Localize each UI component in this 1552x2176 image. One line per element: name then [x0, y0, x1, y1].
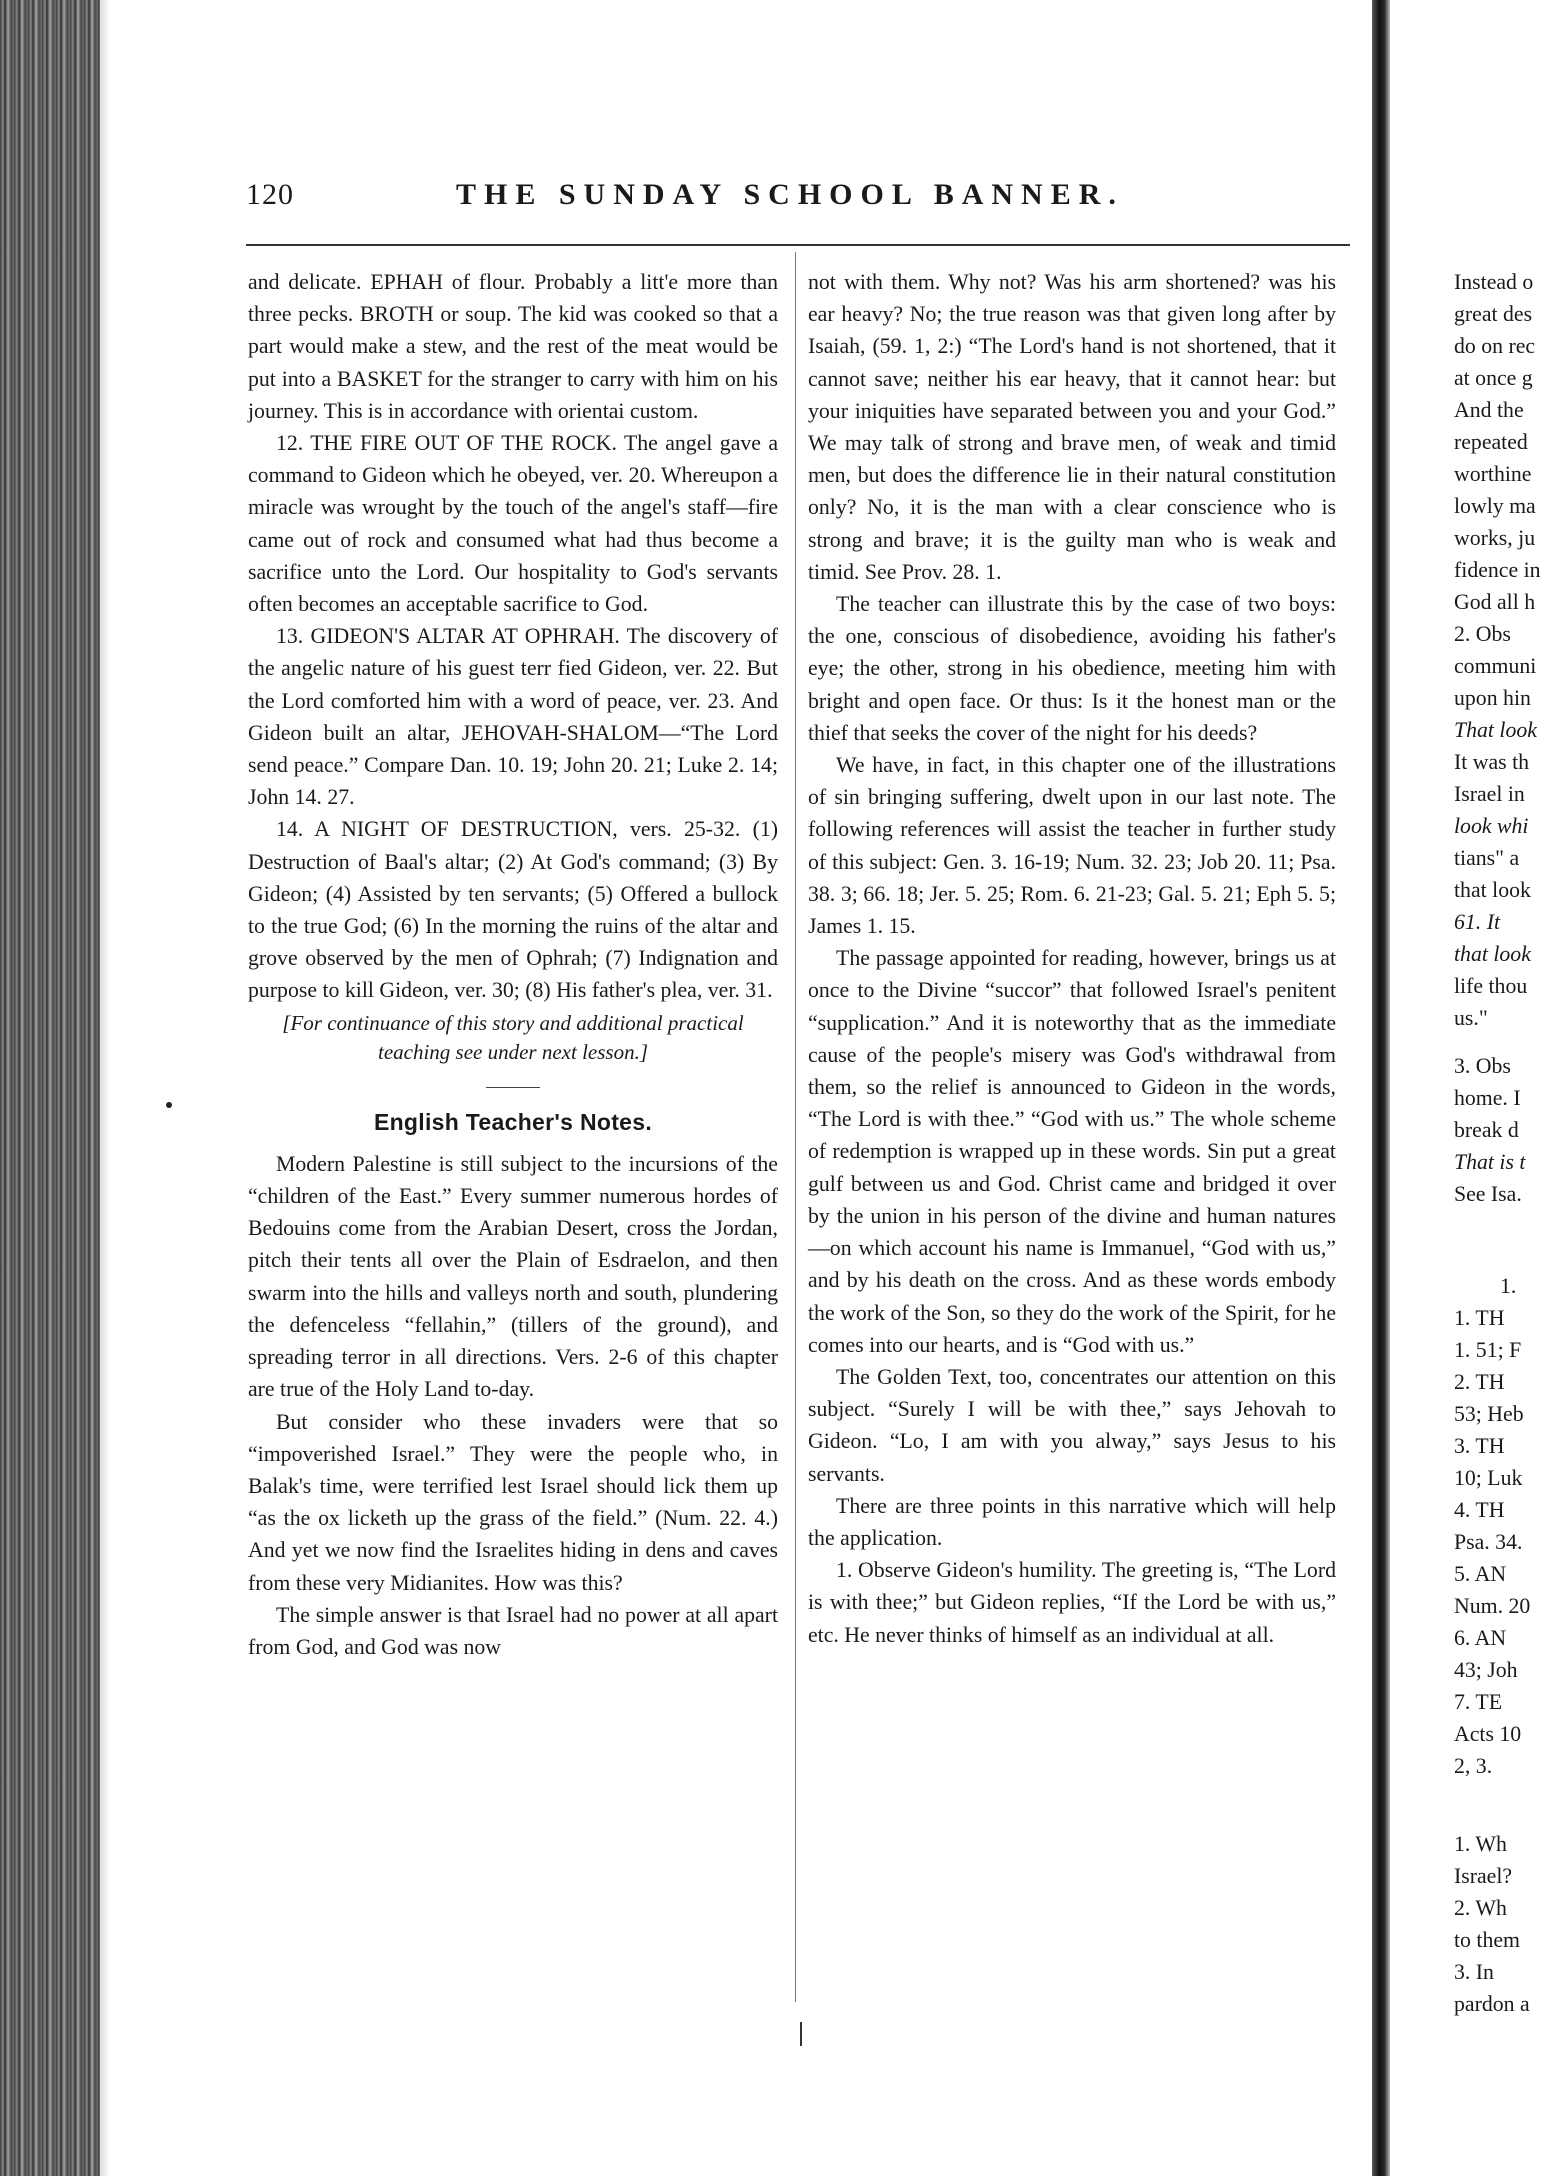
right-page-line: great des: [1454, 302, 1533, 326]
right-page-line: pardon a: [1454, 1992, 1530, 2016]
right-page-line: 61. It: [1454, 910, 1501, 934]
right-page-line: that look: [1454, 942, 1531, 966]
right-page-line: at once g: [1454, 366, 1533, 390]
right-page-line: 2. TH: [1454, 1370, 1505, 1394]
section-heading: English Teacher's Notes.: [373, 1108, 653, 1135]
right-page-line: God all h: [1454, 590, 1536, 614]
page-margin-shadow: [100, 0, 110, 2176]
ink-speck: [166, 1102, 172, 1108]
right-page-line: 2. Obs: [1454, 622, 1511, 646]
paragraph: The Golden Text, too, concentrates our attention on this subject. “Surely I will be with thee,” says Jehovah to Gideon. “Lo, I am with you alway,” says Jesus to his servants.: [808, 1364, 1336, 1486]
page-header: [246, 178, 1316, 228]
paragraph: The passage appointed for reading, however, brings us at once to the Divine “succor” that followed Israel's penitent “supplication.” And it is noteworthy that as the immediate cause of the people's misery was God's withdrawal from them, so the relief is announced to Gideon in the words, “The Lord is with thee.” “God with us.” The whole scheme of redemption is wrapped up in these words. Sin put a great gulf between us and God. Christ came and bridged it over by the union in his person of the divine and human natures—on which account his name is Immanuel, “God with us,” and by his death on the cross. And as these words embody the work of the Son, so they do the work of the Spirit, for he comes into our hearts, and is “God with us.”: [808, 946, 1336, 1357]
left-column: [248, 266, 778, 1663]
right-page-line: repeated: [1454, 430, 1528, 454]
right-page-line: And the: [1454, 398, 1524, 422]
right-page-line: 3. Obs: [1454, 1054, 1511, 1078]
right-page-line: 10; Luk: [1454, 1466, 1523, 1490]
right-page-line: 2. Wh: [1454, 1896, 1507, 1920]
running-title: THE SUNDAY SCHOOL BANNER.: [456, 178, 1124, 211]
paragraph: But consider who these invaders were that so “impoverished Israel.” They were the people who, in Balak's time, were terrified lest Israel should lick them up “as the ox licketh up the grass of the field.” (Num. 22. 4.) And yet we now find the Israelites hiding in dens and caves from these very Midianites. How was this?: [248, 1409, 778, 1595]
right-page-line: 43; Joh: [1454, 1658, 1518, 1682]
right-page-line: break d: [1454, 1118, 1519, 1142]
right-page-line: That is t: [1454, 1150, 1526, 1174]
right-page-line: 2, 3.: [1454, 1754, 1493, 1778]
paragraph: 12. THE FIRE OUT OF THE ROCK. The angel gave a command to Gideon which he obeyed, ver. 20. Whereupon a miracle was wrought by the touch of the angel's staff—fire came out of rock and consumed what had thus become a sacrifice unto the Lord. Our hospitality to God's servants often becomes an acceptable sacrifice to God.: [248, 431, 778, 617]
right-page-line: 6. AN: [1454, 1626, 1507, 1650]
right-page-fragment: [1390, 0, 1552, 2176]
right-page-line: home. I: [1454, 1086, 1521, 1110]
right-page-line: That look: [1454, 718, 1537, 742]
right-page-line: It was th: [1454, 750, 1530, 774]
right-page-line: Num. 20: [1454, 1594, 1531, 1618]
paragraph: 13. GIDEON'S ALTAR AT OPHRAH. The discovery of the angelic nature of his guest terr fied Gideon, ver. 22. But the Lord comforted him with a word of peace, ver. 23. And Gideon built an altar, JEHOVAH-SHALOM—“The Lord send peace.” Compare Dan. 10. 19; John 20. 21; Luke 2. 14; John 14. 27.: [248, 624, 778, 810]
right-page-line: communi: [1454, 654, 1537, 678]
header-rule: [246, 244, 1350, 246]
paragraph: We have, in fact, in this chapter one of the illustrations of sin bringing suffering, dwelt upon in our last note. The following references will assist the teacher in further study of this subject: Gen. 3. 16-19; Num. 32. 23; Job 20. 11; Psa. 38. 3; 66. 18; Jer. 5. 25; Rom. 6. 21-23; Gal. 5. 21; Eph 5. 5; James 1. 15.: [808, 753, 1336, 939]
right-page-line: See Isa.: [1454, 1182, 1522, 1206]
paragraph: The simple answer is that Israel had no power at all apart from God, and God was now: [248, 1602, 778, 1659]
right-page-line: upon hin: [1454, 686, 1531, 710]
paragraph: The teacher can illustrate this by the case of two boys: the one, conscious of disobedience, avoiding his father's eye; the other, strong in his obedience, meeting him with bright and open face. Or thus: Is it the honest man or the thief that seeks the cover of the night for his deeds?: [808, 592, 1336, 745]
right-page-line: Psa. 34.: [1454, 1530, 1523, 1554]
right-page-line: 5. AN: [1454, 1562, 1507, 1586]
right-page-line: 1. TH: [1454, 1306, 1505, 1330]
right-page-line: 3. In: [1454, 1960, 1494, 1984]
column-end-tick: [800, 2022, 802, 2046]
right-page-line: 4. TH: [1454, 1498, 1505, 1522]
paragraph: and delicate. EPHAH of flour. Probably a litt'e more than three pecks. BROTH or soup. The kid was cooked so that a part would make a stew, and the rest of the meat would be put into a BASKET for the stranger to carry with him on his journey. This is in accordance with orientai custom.: [248, 270, 778, 423]
right-page-line: 1.: [1500, 1274, 1517, 1298]
paragraph: There are three points in this narrative which will help the application.: [808, 1493, 1336, 1550]
right-page-line: works, ju: [1454, 526, 1536, 550]
right-page-line: 3. TH: [1454, 1434, 1505, 1458]
paragraph: not with them. Why not? Was his arm shortened? was his ear heavy? No; the true reason was that given long after by Isaiah, (59. 1, 2:) “The Lord's hand is not shortened, that it cannot save; neither his ear heavy, that it cannot hear: but your iniquities have separated between you and your God.” We may talk of strong and brave men, of weak and timid men, but does the difference lie in their natural constitution only? No, it is the man with a clear conscience who is strong and brave; it is the guilty man who is weak and timid. See Prov. 28. 1.: [808, 270, 1336, 584]
right-page-line: Israel in: [1454, 782, 1525, 806]
right-page-line: 7. TE: [1454, 1690, 1503, 1714]
middle-column: [808, 266, 1336, 1651]
right-page-line: us.": [1454, 1006, 1488, 1030]
book-edge: [0, 0, 108, 2176]
column-divider: [795, 252, 796, 2002]
page-number: 120: [246, 178, 294, 211]
right-page-line: do on rec: [1454, 334, 1536, 358]
right-page-line: 1. 51; F: [1454, 1338, 1522, 1362]
right-page-line: 1. Wh: [1454, 1832, 1507, 1856]
paragraph: 14. A NIGHT OF DESTRUCTION, vers. 25-32. (1) Destruction of Baal's altar; (2) At God's command; (3) By Gideon; (4) Assisted by ten servants; (5) Offered a bullock to the true God; (6) In the morning the ruins of the altar and grove observed by the men of Ophrah; (7) Indignation and purpose to kill Gideon, ver. 30; (8) His father's plea, ver. 31.: [248, 817, 778, 1003]
right-page-line: life thou: [1454, 974, 1528, 998]
right-page-line: tians" a: [1454, 846, 1520, 870]
paragraph: Modern Palestine is still subject to the incursions of the “children of the East.” Every summer numerous hordes of Bedouins come from the Arabian Desert, cross the Jordan, pitch their tents all over the Plain of Esdraelon, and then swarm into the hills and valleys north and south, plundering the defenceless “fellahin,” (tillers of the ground), and spreading terror in all directions. Vers. 2-6 of this chapter are true of the Holy Land to-day.: [248, 1151, 778, 1402]
right-page-line: lowly ma: [1454, 494, 1536, 518]
paragraph: 1. Observe Gideon's humility. The greeting is, “The Lord is with thee;” but Gideon replies, “If the Lord be with us,” etc. He never thinks of himself as an individual at all.: [808, 1558, 1336, 1647]
right-page-line: 53; Heb: [1454, 1402, 1524, 1426]
section-divider: [486, 1087, 540, 1088]
right-page-line: Acts 10: [1454, 1722, 1522, 1746]
page-gutter: [1372, 0, 1390, 2176]
right-page-line: to them: [1454, 1928, 1520, 1952]
right-page-line: that look: [1454, 878, 1531, 902]
continuation-note: [For continuance of this story and additional practical teaching see under next lesson.]: [282, 1010, 744, 1064]
right-page-line: look whi: [1454, 814, 1529, 838]
right-page-line: Israel?: [1454, 1864, 1513, 1888]
right-page-line: worthine: [1454, 462, 1532, 486]
right-page-line: fidence in: [1454, 558, 1541, 582]
right-page-line: Instead o: [1454, 270, 1534, 294]
